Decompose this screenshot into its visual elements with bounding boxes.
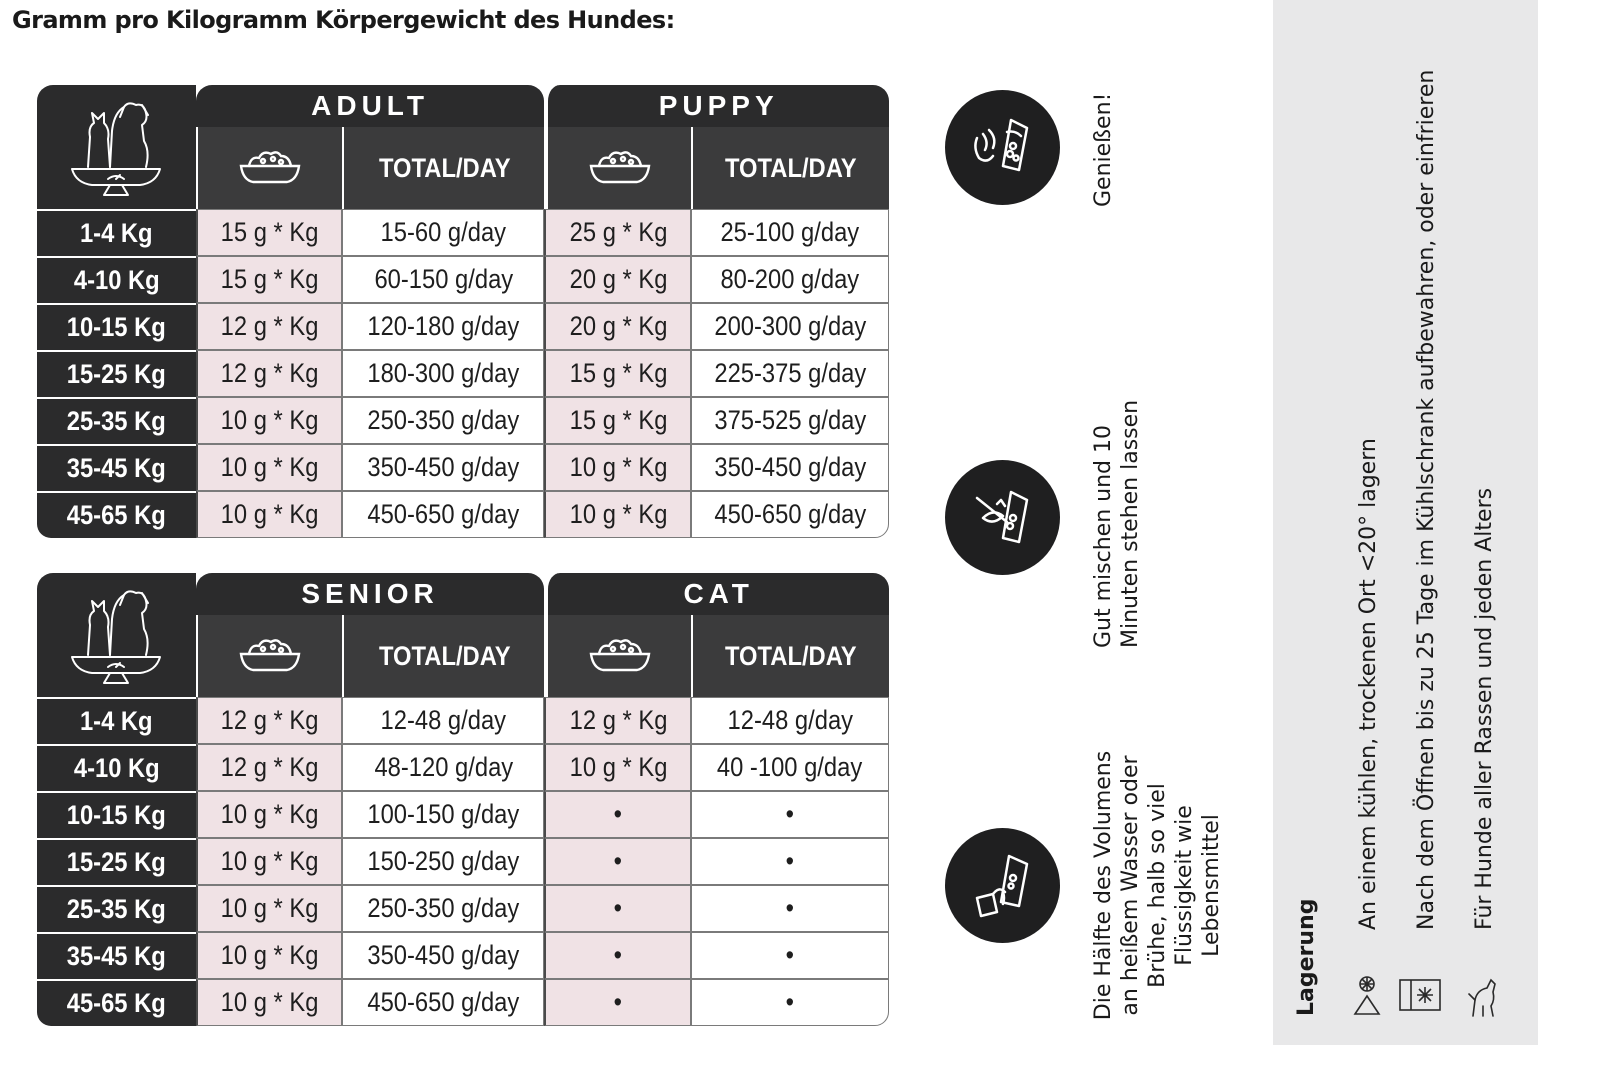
total-day-cell: 450-650 g/day [342, 491, 544, 538]
table-row [37, 209, 889, 256]
storage-panel [1273, 0, 1538, 1045]
total-day-cell: 25-100 g/day [691, 209, 889, 256]
bowl-enjoy-icon [963, 108, 1043, 188]
per-kg-cell: 12 g * Kg [196, 744, 343, 791]
per-kg-header [196, 127, 343, 209]
group-header-adult: ADULT [196, 85, 545, 127]
per-kg-cell: 15 g * Kg [544, 397, 691, 444]
weight-range-cell: 25-35 Kg [37, 885, 196, 932]
per-kg-cell: • [544, 979, 691, 1026]
dog-icon [1463, 972, 1503, 1020]
per-kg-cell: 10 g * Kg [196, 932, 343, 979]
total-day-cell: 120-180 g/day [342, 303, 544, 350]
total-day-cell: 12-48 g/day [342, 697, 544, 744]
total-day-cell: 100-150 g/day [342, 791, 544, 838]
weight-range-cell: 1-4 Kg [37, 697, 196, 744]
total-day-cell: • [691, 791, 889, 838]
per-kg-cell: 10 g * Kg [544, 491, 691, 538]
total-day-cell: 40 -100 g/day [691, 744, 889, 791]
per-kg-cell: 10 g * Kg [196, 979, 343, 1026]
per-kg-cell: 10 g * Kg [196, 444, 343, 491]
total-day-cell: 200-300 g/day [691, 303, 889, 350]
cat-dog-scale-icon [68, 579, 164, 687]
weight-range-cell: 1-4 Kg [37, 209, 196, 256]
per-kg-cell: 15 g * Kg [544, 350, 691, 397]
total-day-cell: 15-60 g/day [342, 209, 544, 256]
per-kg-cell: 12 g * Kg [196, 303, 343, 350]
total-day-cell: 225-375 g/day [691, 350, 889, 397]
per-kg-cell: • [544, 932, 691, 979]
weight-corner-cell [37, 573, 196, 697]
storage-item-cool-dry: An einem kühlen, trockenen Ort <20° lagern [1356, 438, 1381, 930]
step-enjoy-circle [945, 90, 1060, 205]
table-row [37, 979, 889, 1026]
total-day-header: TOTAL/DAY [342, 615, 544, 697]
feeding-table-senior-cat [37, 573, 889, 1026]
total-day-cell: 250-350 g/day [342, 397, 544, 444]
storage-item-fridge: Nach dem Öffnen bis zu 25 Tage im Kühlschrank aufbewahren, oder einfrieren [1414, 69, 1439, 930]
weight-range-cell: 45-65 Kg [37, 979, 196, 1026]
pour-water-icon [963, 846, 1043, 926]
step-mix-text: Gut mischen und 10 Minuten stehen lassen [1091, 399, 1143, 648]
table-row [37, 444, 889, 491]
per-kg-cell: • [544, 838, 691, 885]
per-kg-header [544, 615, 691, 697]
weight-range-cell: 4-10 Kg [37, 744, 196, 791]
cat-dog-scale-icon [68, 91, 164, 199]
food-bowl-icon [587, 634, 653, 674]
page-heading: Gramm pro Kilogramm Körpergewicht des Hundes: [12, 6, 675, 34]
per-kg-header [544, 127, 691, 209]
total-day-cell: 350-450 g/day [342, 444, 544, 491]
food-bowl-icon [587, 146, 653, 186]
table-row [37, 791, 889, 838]
per-kg-cell: 12 g * Kg [196, 697, 343, 744]
cool-dry-storage-icon [1349, 970, 1385, 1020]
total-day-header: TOTAL/DAY [342, 127, 544, 209]
table-row [37, 256, 889, 303]
per-kg-cell: 15 g * Kg [196, 256, 343, 303]
table-row [37, 397, 889, 444]
per-kg-cell: 12 g * Kg [196, 350, 343, 397]
total-day-header: TOTAL/DAY [691, 127, 889, 209]
total-day-cell: 375-525 g/day [691, 397, 889, 444]
weight-range-cell: 10-15 Kg [37, 791, 196, 838]
total-day-cell: 450-650 g/day [342, 979, 544, 1026]
group-header-senior: SENIOR [196, 573, 545, 615]
per-kg-cell: 10 g * Kg [196, 791, 343, 838]
per-kg-cell: 10 g * Kg [544, 444, 691, 491]
step-pour-circle [945, 828, 1060, 943]
total-day-cell: • [691, 885, 889, 932]
group-header-cat: CAT [544, 573, 889, 615]
step-pour-text: Die Hälfte des Volumens an heißem Wasser oder Brühe, halb so viel Flüssigkeit wie Lebensmittel [1091, 750, 1224, 1021]
total-day-cell: • [691, 932, 889, 979]
weight-range-cell: 15-25 Kg [37, 350, 196, 397]
per-kg-cell: 10 g * Kg [196, 491, 343, 538]
table-row [37, 697, 889, 744]
per-kg-cell: • [544, 791, 691, 838]
food-bowl-icon [237, 146, 303, 186]
per-kg-header [196, 615, 343, 697]
mix-stir-icon [963, 478, 1043, 558]
step-mix-circle [945, 460, 1060, 575]
weight-range-cell: 4-10 Kg [37, 256, 196, 303]
per-kg-cell: 10 g * Kg [196, 397, 343, 444]
weight-range-cell: 45-65 Kg [37, 491, 196, 538]
group-header-puppy: PUPPY [544, 85, 889, 127]
total-day-cell: 12-48 g/day [691, 697, 889, 744]
total-day-cell: 48-120 g/day [342, 744, 544, 791]
weight-corner-cell [37, 85, 196, 209]
storage-item-all-dogs: Für Hunde aller Rassen und jeden Alters [1472, 487, 1497, 930]
total-day-cell: 250-350 g/day [342, 885, 544, 932]
total-day-cell: 150-250 g/day [342, 838, 544, 885]
weight-range-cell: 35-45 Kg [37, 444, 196, 491]
table-row [37, 932, 889, 979]
per-kg-cell: 10 g * Kg [544, 744, 691, 791]
total-day-header: TOTAL/DAY [691, 615, 889, 697]
per-kg-cell: 20 g * Kg [544, 303, 691, 350]
total-day-cell: 180-300 g/day [342, 350, 544, 397]
total-day-cell: • [691, 979, 889, 1026]
table-row [37, 838, 889, 885]
storage-title: Lagerung [1294, 898, 1319, 1016]
per-kg-cell: 15 g * Kg [196, 209, 343, 256]
table-row [37, 350, 889, 397]
total-day-cell: 60-150 g/day [342, 256, 544, 303]
fridge-freeze-icon [1397, 975, 1443, 1015]
total-day-cell: 450-650 g/day [691, 491, 889, 538]
per-kg-cell: 20 g * Kg [544, 256, 691, 303]
step-enjoy-text: Genießen! [1091, 92, 1116, 207]
per-kg-cell: 10 g * Kg [196, 838, 343, 885]
per-kg-cell: 25 g * Kg [544, 209, 691, 256]
total-day-cell: 350-450 g/day [342, 932, 544, 979]
feeding-table-adult-puppy [37, 85, 889, 538]
per-kg-cell: 10 g * Kg [196, 885, 343, 932]
per-kg-cell: 12 g * Kg [544, 697, 691, 744]
per-kg-cell: • [544, 885, 691, 932]
weight-range-cell: 25-35 Kg [37, 397, 196, 444]
total-day-cell: 350-450 g/day [691, 444, 889, 491]
table-row [37, 491, 889, 538]
weight-range-cell: 10-15 Kg [37, 303, 196, 350]
total-day-cell: • [691, 838, 889, 885]
table-row [37, 303, 889, 350]
total-day-cell: 80-200 g/day [691, 256, 889, 303]
weight-range-cell: 35-45 Kg [37, 932, 196, 979]
food-bowl-icon [237, 634, 303, 674]
weight-range-cell: 15-25 Kg [37, 838, 196, 885]
table-row [37, 885, 889, 932]
table-row [37, 744, 889, 791]
